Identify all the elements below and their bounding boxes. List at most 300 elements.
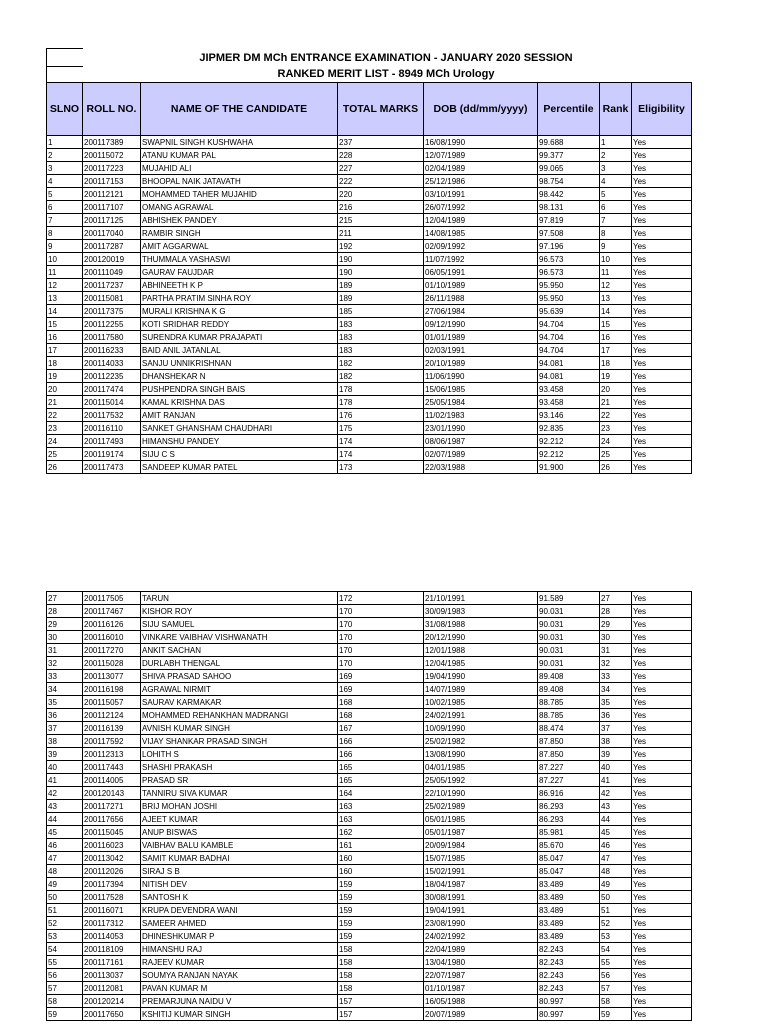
cell-dob: 21/10/1991 (424, 592, 538, 605)
cell-candidate-name: SANKET GHANSHAM CHAUDHARI (141, 422, 338, 435)
cell-rank: 34 (600, 683, 632, 696)
cell-candidate-name: HIMANSHU PANDEY (141, 435, 338, 448)
cell-dob: 25/02/1982 (424, 735, 538, 748)
cell-rank: 59 (600, 1008, 632, 1021)
cell-candidate-name: SAMEER AHMED (141, 917, 338, 930)
cell-percentile: 93.146 (538, 409, 600, 422)
table-row (47, 383, 692, 396)
table-row (47, 422, 692, 435)
cell-slno: 44 (47, 813, 83, 826)
cell-percentile: 82.243 (538, 943, 600, 956)
cell-rank: 35 (600, 696, 632, 709)
corner-divider (47, 66, 83, 67)
cell-eligibility: Yes (632, 657, 692, 670)
cell-total-marks: 174 (338, 448, 424, 461)
cell-roll-no: 200112124 (83, 709, 141, 722)
cell-slno: 14 (47, 305, 83, 318)
cell-rank: 16 (600, 331, 632, 344)
table-row (47, 735, 692, 748)
cell-total-marks: 161 (338, 839, 424, 852)
cell-slno: 57 (47, 982, 83, 995)
cell-rank: 28 (600, 605, 632, 618)
cell-candidate-name: RAJEEV KUMAR (141, 956, 338, 969)
cell-candidate-name: KSHITIJ KUMAR SINGH (141, 1008, 338, 1021)
cell-eligibility: Yes (632, 878, 692, 891)
cell-eligibility: Yes (632, 279, 692, 292)
table-row (47, 201, 692, 214)
cell-candidate-name: ATANU KUMAR PAL (141, 149, 338, 162)
cell-total-marks: 192 (338, 240, 424, 253)
cell-rank: 25 (600, 448, 632, 461)
cell-percentile: 89.408 (538, 683, 600, 696)
cell-eligibility: Yes (632, 461, 692, 474)
cell-percentile: 99.688 (538, 136, 600, 149)
cell-roll-no: 200117394 (83, 878, 141, 891)
cell-total-marks: 159 (338, 878, 424, 891)
cell-percentile: 96.573 (538, 266, 600, 279)
cell-dob: 20/12/1990 (424, 631, 538, 644)
cell-total-marks: 183 (338, 318, 424, 331)
cell-candidate-name: KOTI SRIDHAR REDDY (141, 318, 338, 331)
cell-slno: 37 (47, 722, 83, 735)
cell-percentile: 95.950 (538, 279, 600, 292)
cell-roll-no: 200114033 (83, 357, 141, 370)
cell-roll-no: 200120019 (83, 253, 141, 266)
cell-rank: 39 (600, 748, 632, 761)
cell-eligibility: Yes (632, 722, 692, 735)
cell-dob: 22/04/1989 (424, 943, 538, 956)
cell-dob: 25/12/1986 (424, 175, 538, 188)
table-row (47, 852, 692, 865)
cell-total-marks: 228 (338, 149, 424, 162)
cell-total-marks: 163 (338, 800, 424, 813)
cell-dob: 15/02/1991 (424, 865, 538, 878)
cell-rank: 3 (600, 162, 632, 175)
cell-eligibility: Yes (632, 826, 692, 839)
cell-rank: 45 (600, 826, 632, 839)
cell-rank: 29 (600, 618, 632, 631)
cell-percentile: 90.031 (538, 657, 600, 670)
cell-slno: 43 (47, 800, 83, 813)
cell-eligibility: Yes (632, 917, 692, 930)
cell-slno: 36 (47, 709, 83, 722)
header-row (47, 83, 692, 136)
cell-eligibility: Yes (632, 592, 692, 605)
cell-slno: 29 (47, 618, 83, 631)
cell-dob: 24/02/1992 (424, 930, 538, 943)
cell-dob: 19/04/1991 (424, 904, 538, 917)
cell-roll-no: 200117474 (83, 383, 141, 396)
cell-percentile: 86.293 (538, 813, 600, 826)
cell-slno: 1 (47, 136, 83, 149)
cell-dob: 05/01/1987 (424, 826, 538, 839)
list-title: RANKED MERIT LIST - 8949 MCh Urology (277, 68, 495, 80)
cell-slno: 32 (47, 657, 83, 670)
cell-roll-no: 200117493 (83, 435, 141, 448)
table-row (47, 839, 692, 852)
table-row (47, 292, 692, 305)
cell-eligibility: Yes (632, 318, 692, 331)
table-row (47, 865, 692, 878)
cell-roll-no: 200117223 (83, 162, 141, 175)
cell-rank: 52 (600, 917, 632, 930)
cell-eligibility: Yes (632, 852, 692, 865)
cell-rank: 50 (600, 891, 632, 904)
table-row (47, 774, 692, 787)
cell-dob: 16/05/1988 (424, 995, 538, 1008)
cell-dob: 12/01/1988 (424, 644, 538, 657)
cell-dob: 02/09/1992 (424, 240, 538, 253)
cell-total-marks: 185 (338, 305, 424, 318)
cell-slno: 8 (47, 227, 83, 240)
cell-total-marks: 166 (338, 735, 424, 748)
cell-rank: 32 (600, 657, 632, 670)
cell-rank: 55 (600, 956, 632, 969)
cell-percentile: 90.031 (538, 605, 600, 618)
cell-rank: 53 (600, 930, 632, 943)
cell-eligibility: Yes (632, 631, 692, 644)
cell-slno: 55 (47, 956, 83, 969)
cell-roll-no: 200116010 (83, 631, 141, 644)
corner-cell (46, 48, 83, 83)
cell-dob: 26/11/1988 (424, 292, 538, 305)
cell-total-marks: 189 (338, 292, 424, 305)
cell-candidate-name: DHANSHEKAR N (141, 370, 338, 383)
cell-total-marks: 158 (338, 969, 424, 982)
cell-slno: 49 (47, 878, 83, 891)
cell-percentile: 80.997 (538, 1008, 600, 1021)
cell-total-marks: 182 (338, 370, 424, 383)
cell-eligibility: Yes (632, 201, 692, 214)
cell-roll-no: 200113077 (83, 670, 141, 683)
cell-dob: 31/08/1988 (424, 618, 538, 631)
table-row (47, 644, 692, 657)
cell-roll-no: 200115014 (83, 396, 141, 409)
cell-dob: 25/02/1989 (424, 800, 538, 813)
cell-slno: 42 (47, 787, 83, 800)
cell-percentile: 99.065 (538, 162, 600, 175)
cell-roll-no: 200117532 (83, 409, 141, 422)
cell-percentile: 92.835 (538, 422, 600, 435)
cell-candidate-name: SANTOSH K (141, 891, 338, 904)
cell-percentile: 94.704 (538, 318, 600, 331)
cell-rank: 42 (600, 787, 632, 800)
cell-roll-no: 200112255 (83, 318, 141, 331)
cell-rank: 23 (600, 422, 632, 435)
cell-candidate-name: THUMMALA YASHASWI (141, 253, 338, 266)
cell-roll-no: 200115045 (83, 826, 141, 839)
cell-candidate-name: DURLABH THENGAL (141, 657, 338, 670)
cell-roll-no: 200117161 (83, 956, 141, 969)
table-row (47, 136, 692, 149)
cell-candidate-name: ABHINEETH K P (141, 279, 338, 292)
cell-dob: 26/07/1992 (424, 201, 538, 214)
cell-candidate-name: MURALI KRISHNA K G (141, 305, 338, 318)
header-rank: Rank (600, 83, 632, 136)
cell-candidate-name: LOHITH S (141, 748, 338, 761)
cell-percentile: 94.704 (538, 331, 600, 344)
table-row (47, 240, 692, 253)
cell-rank: 12 (600, 279, 632, 292)
cell-percentile: 96.573 (538, 253, 600, 266)
cell-total-marks: 178 (338, 383, 424, 396)
merit-table-top (46, 82, 692, 474)
cell-eligibility: Yes (632, 839, 692, 852)
cell-percentile: 94.081 (538, 357, 600, 370)
table-row (47, 175, 692, 188)
cell-total-marks: 189 (338, 279, 424, 292)
cell-dob: 20/09/1984 (424, 839, 538, 852)
cell-candidate-name: AMIT AGGARWAL (141, 240, 338, 253)
cell-candidate-name: RAMBIR SINGH (141, 227, 338, 240)
cell-roll-no: 200117443 (83, 761, 141, 774)
cell-percentile: 83.489 (538, 878, 600, 891)
cell-slno: 47 (47, 852, 83, 865)
cell-percentile: 83.489 (538, 891, 600, 904)
cell-candidate-name: SIJU C S (141, 448, 338, 461)
cell-roll-no: 200115028 (83, 657, 141, 670)
cell-total-marks: 183 (338, 331, 424, 344)
cell-roll-no: 200114053 (83, 930, 141, 943)
cell-eligibility: Yes (632, 214, 692, 227)
cell-total-marks: 172 (338, 592, 424, 605)
cell-rank: 5 (600, 188, 632, 201)
cell-candidate-name: SANDEEP KUMAR PATEL (141, 461, 338, 474)
cell-dob: 30/09/1983 (424, 605, 538, 618)
cell-slno: 17 (47, 344, 83, 357)
cell-slno: 52 (47, 917, 83, 930)
cell-slno: 7 (47, 214, 83, 227)
cell-dob: 11/06/1990 (424, 370, 538, 383)
cell-eligibility: Yes (632, 683, 692, 696)
title-block (46, 48, 690, 82)
cell-eligibility: Yes (632, 383, 692, 396)
cell-total-marks: 220 (338, 188, 424, 201)
cell-candidate-name: ANUP BISWAS (141, 826, 338, 839)
cell-rank: 47 (600, 852, 632, 865)
cell-total-marks: 169 (338, 683, 424, 696)
cell-total-marks: 160 (338, 852, 424, 865)
cell-percentile: 90.031 (538, 644, 600, 657)
table-row (47, 370, 692, 383)
cell-total-marks: 165 (338, 774, 424, 787)
table-body-top (47, 136, 692, 474)
cell-eligibility: Yes (632, 253, 692, 266)
table-row (47, 149, 692, 162)
cell-rank: 36 (600, 709, 632, 722)
cell-dob: 13/08/1990 (424, 748, 538, 761)
cell-slno: 39 (47, 748, 83, 761)
cell-rank: 1 (600, 136, 632, 149)
cell-rank: 43 (600, 800, 632, 813)
table-row (47, 787, 692, 800)
cell-candidate-name: PAVAN KUMAR M (141, 982, 338, 995)
cell-rank: 6 (600, 201, 632, 214)
cell-dob: 02/07/1989 (424, 448, 538, 461)
table-row (47, 435, 692, 448)
cell-percentile: 97.819 (538, 214, 600, 227)
cell-percentile: 98.131 (538, 201, 600, 214)
table-row (47, 305, 692, 318)
table-row (47, 266, 692, 279)
cell-total-marks: 159 (338, 891, 424, 904)
cell-eligibility: Yes (632, 240, 692, 253)
cell-rank: 18 (600, 357, 632, 370)
cell-slno: 16 (47, 331, 83, 344)
cell-total-marks: 222 (338, 175, 424, 188)
cell-dob: 25/05/1984 (424, 396, 538, 409)
cell-dob: 06/05/1991 (424, 266, 538, 279)
cell-candidate-name: MOHAMMED REHANKHAN MADRANGI (141, 709, 338, 722)
cell-rank: 9 (600, 240, 632, 253)
cell-slno: 33 (47, 670, 83, 683)
cell-slno: 22 (47, 409, 83, 422)
cell-roll-no: 200117528 (83, 891, 141, 904)
cell-eligibility: Yes (632, 292, 692, 305)
table-row (47, 943, 692, 956)
cell-roll-no: 200117592 (83, 735, 141, 748)
cell-total-marks: 168 (338, 709, 424, 722)
cell-slno: 28 (47, 605, 83, 618)
cell-rank: 38 (600, 735, 632, 748)
table-row (47, 631, 692, 644)
table-row (47, 826, 692, 839)
cell-percentile: 88.785 (538, 696, 600, 709)
cell-candidate-name: NITISH DEV (141, 878, 338, 891)
cell-roll-no: 200112313 (83, 748, 141, 761)
cell-total-marks: 190 (338, 266, 424, 279)
cell-eligibility: Yes (632, 982, 692, 995)
cell-rank: 44 (600, 813, 632, 826)
cell-eligibility: Yes (632, 227, 692, 240)
cell-candidate-name: SAMIT KUMAR BADHAI (141, 852, 338, 865)
cell-roll-no: 200112121 (83, 188, 141, 201)
table-row (47, 409, 692, 422)
cell-candidate-name: HIMANSHU RAJ (141, 943, 338, 956)
cell-dob: 15/06/1985 (424, 383, 538, 396)
cell-total-marks: 178 (338, 396, 424, 409)
table-row (47, 214, 692, 227)
cell-eligibility: Yes (632, 774, 692, 787)
table-row (47, 1008, 692, 1021)
cell-percentile: 98.442 (538, 188, 600, 201)
cell-candidate-name: PUSHPENDRA SINGH BAIS (141, 383, 338, 396)
cell-total-marks: 164 (338, 787, 424, 800)
table-row (47, 227, 692, 240)
cell-eligibility: Yes (632, 904, 692, 917)
cell-slno: 46 (47, 839, 83, 852)
table-row (47, 448, 692, 461)
cell-candidate-name: SIJU SAMUEL (141, 618, 338, 631)
cell-dob: 12/04/1985 (424, 657, 538, 670)
cell-roll-no: 200116233 (83, 344, 141, 357)
cell-rank: 7 (600, 214, 632, 227)
cell-percentile: 95.950 (538, 292, 600, 305)
cell-rank: 57 (600, 982, 632, 995)
cell-eligibility: Yes (632, 813, 692, 826)
table-row (47, 331, 692, 344)
cell-rank: 37 (600, 722, 632, 735)
header-eligibility: Eligibility (632, 83, 692, 136)
cell-candidate-name: SIRAJ S B (141, 865, 338, 878)
cell-slno: 25 (47, 448, 83, 461)
cell-roll-no: 200116198 (83, 683, 141, 696)
cell-dob: 14/07/1989 (424, 683, 538, 696)
cell-roll-no: 200117287 (83, 240, 141, 253)
cell-roll-no: 200117656 (83, 813, 141, 826)
cell-total-marks: 182 (338, 357, 424, 370)
cell-eligibility: Yes (632, 1008, 692, 1021)
cell-total-marks: 190 (338, 253, 424, 266)
cell-slno: 15 (47, 318, 83, 331)
cell-roll-no: 200118109 (83, 943, 141, 956)
cell-percentile: 94.081 (538, 370, 600, 383)
cell-eligibility: Yes (632, 618, 692, 631)
cell-rank: 21 (600, 396, 632, 409)
table-row (47, 279, 692, 292)
cell-slno: 9 (47, 240, 83, 253)
cell-percentile: 93.458 (538, 396, 600, 409)
cell-total-marks: 158 (338, 982, 424, 995)
cell-rank: 49 (600, 878, 632, 891)
cell-dob: 02/04/1989 (424, 162, 538, 175)
cell-rank: 41 (600, 774, 632, 787)
cell-candidate-name: MUJAHID ALI (141, 162, 338, 175)
cell-dob: 09/12/1990 (424, 318, 538, 331)
cell-eligibility: Yes (632, 670, 692, 683)
cell-dob: 13/04/1980 (424, 956, 538, 969)
cell-percentile: 88.785 (538, 709, 600, 722)
cell-eligibility: Yes (632, 370, 692, 383)
cell-candidate-name: BAID ANIL JATANLAL (141, 344, 338, 357)
cell-percentile: 97.196 (538, 240, 600, 253)
cell-eligibility: Yes (632, 956, 692, 969)
cell-dob: 22/03/1988 (424, 461, 538, 474)
cell-total-marks: 169 (338, 670, 424, 683)
cell-roll-no: 200117270 (83, 644, 141, 657)
cell-percentile: 83.489 (538, 930, 600, 943)
cell-total-marks: 163 (338, 813, 424, 826)
cell-dob: 27/06/1984 (424, 305, 538, 318)
cell-total-marks: 168 (338, 696, 424, 709)
cell-total-marks: 183 (338, 344, 424, 357)
cell-roll-no: 200113037 (83, 969, 141, 982)
table-row (47, 461, 692, 474)
cell-rank: 31 (600, 644, 632, 657)
cell-total-marks: 159 (338, 917, 424, 930)
cell-candidate-name: MOHAMMED TAHER MUJAHID (141, 188, 338, 201)
cell-slno: 50 (47, 891, 83, 904)
cell-roll-no: 200117375 (83, 305, 141, 318)
cell-roll-no: 200114005 (83, 774, 141, 787)
cell-roll-no: 200117505 (83, 592, 141, 605)
cell-eligibility: Yes (632, 357, 692, 370)
cell-candidate-name: PREMARJUNA NAIDU V (141, 995, 338, 1008)
table-row (47, 722, 692, 735)
cell-slno: 51 (47, 904, 83, 917)
cell-percentile: 87.850 (538, 735, 600, 748)
cell-roll-no: 200117312 (83, 917, 141, 930)
cell-percentile: 85.670 (538, 839, 600, 852)
cell-percentile: 85.047 (538, 865, 600, 878)
cell-percentile: 89.408 (538, 670, 600, 683)
cell-rank: 48 (600, 865, 632, 878)
cell-dob: 15/07/1985 (424, 852, 538, 865)
cell-roll-no: 200113042 (83, 852, 141, 865)
cell-slno: 41 (47, 774, 83, 787)
cell-dob: 23/08/1990 (424, 917, 538, 930)
cell-candidate-name: ABHISHEK PANDEY (141, 214, 338, 227)
